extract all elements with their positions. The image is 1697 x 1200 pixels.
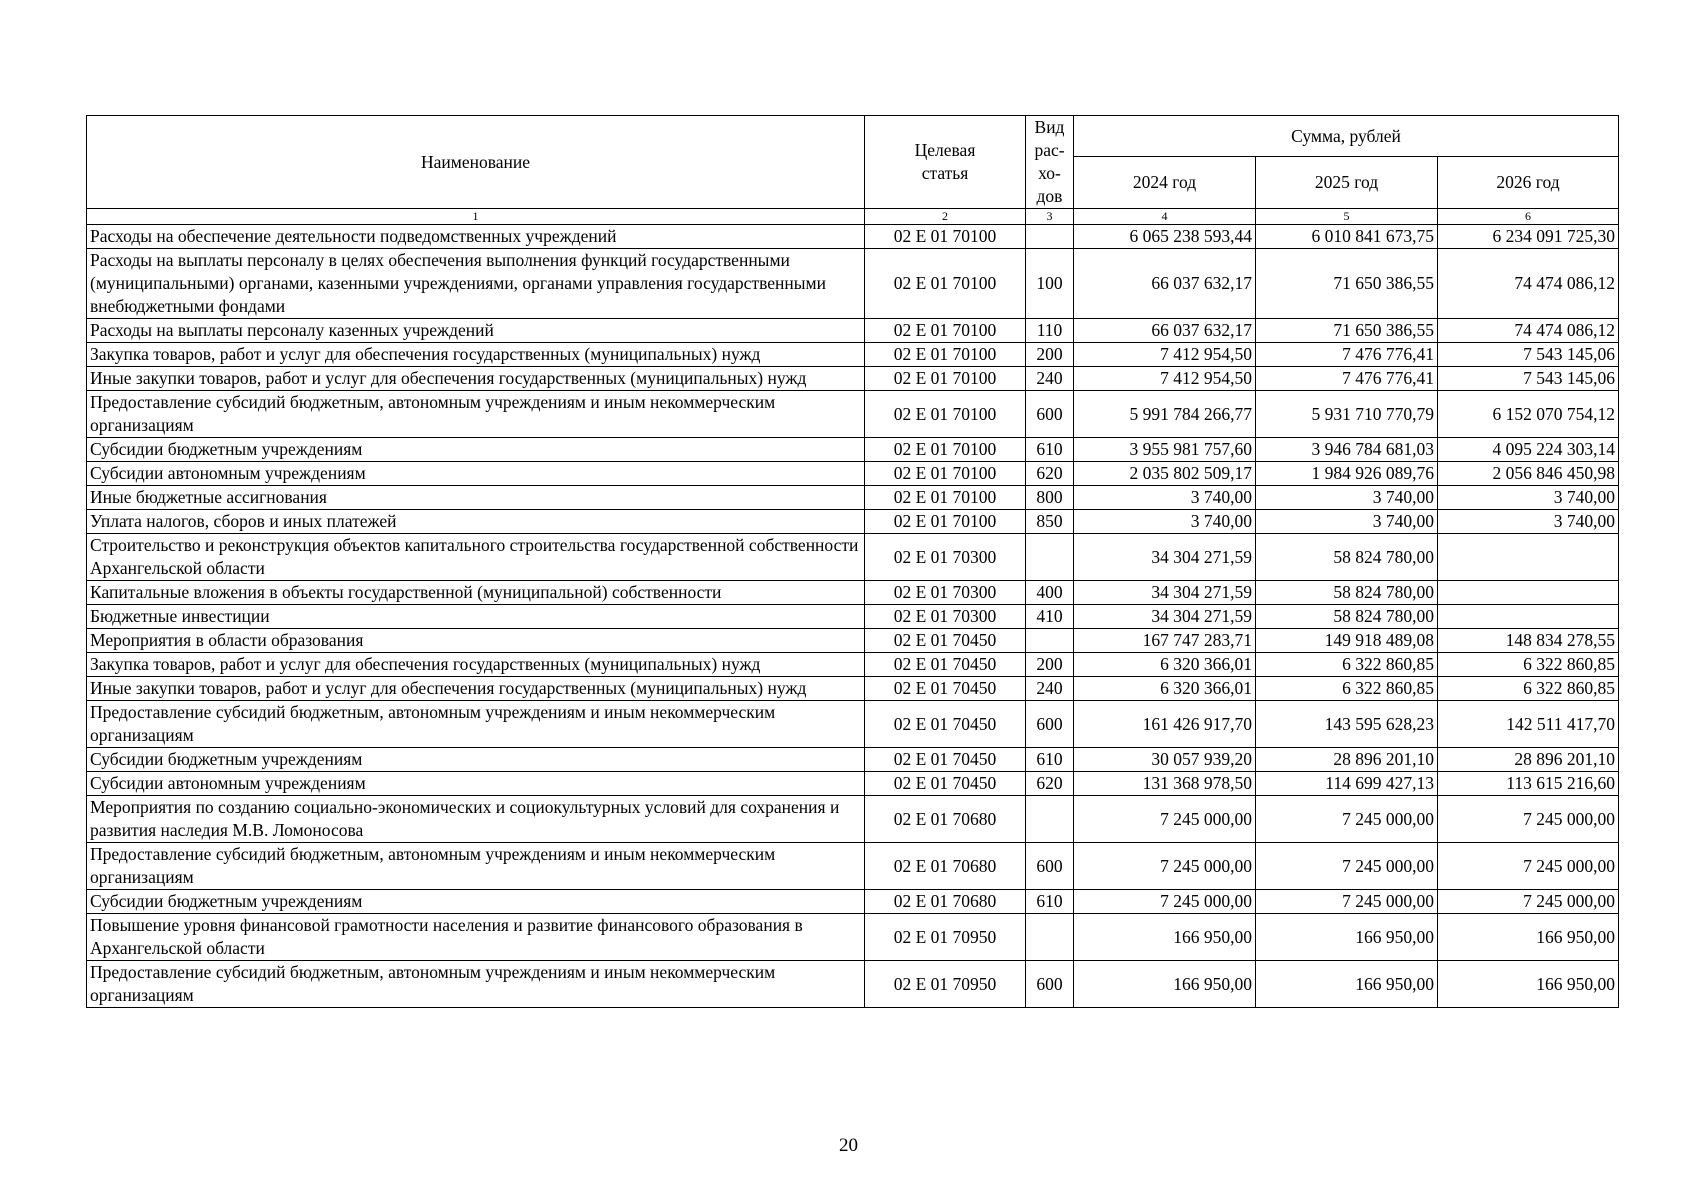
row-name: Мероприятия в области образования [87, 629, 865, 653]
row-amount-2025: 6 322 860,85 [1256, 677, 1438, 701]
row-expense-type: 800 [1026, 486, 1074, 510]
row-amount-2025: 7 245 000,00 [1256, 843, 1438, 890]
row-amount-2024: 7 245 000,00 [1074, 890, 1256, 914]
row-amount-2024: 6 320 366,01 [1074, 653, 1256, 677]
table-row [87, 225, 1619, 249]
row-name: Бюджетные инвестиции [87, 605, 865, 629]
header-sum: Сумма, рублей [1074, 116, 1619, 157]
column-index: 3 [1026, 209, 1074, 225]
row-name: Уплата налогов, сборов и иных платежей [87, 510, 865, 534]
row-amount-2026: 3 740,00 [1438, 486, 1619, 510]
row-amount-2024: 7 412 954,50 [1074, 367, 1256, 391]
row-amount-2026: 148 834 278,55 [1438, 629, 1619, 653]
row-expense-type: 200 [1026, 653, 1074, 677]
row-amount-2024: 7 412 954,50 [1074, 343, 1256, 367]
table-row [87, 249, 1619, 319]
row-name: Предоставление субсидий бюджетным, автономным учреждениям и иным некоммерческим организациям [87, 701, 865, 748]
row-amount-2026: 6 234 091 725,30 [1438, 225, 1619, 249]
row-name: Предоставление субсидий бюджетным, автономным учреждениям и иным некоммерческим организациям [87, 961, 865, 1008]
row-expense-type: 200 [1026, 343, 1074, 367]
row-amount-2026: 7 245 000,00 [1438, 796, 1619, 843]
row-expense-type: 610 [1026, 890, 1074, 914]
row-expense-type [1026, 629, 1074, 653]
row-amount-2025: 3 946 784 681,03 [1256, 438, 1438, 462]
table-row [87, 701, 1619, 748]
column-index: 5 [1256, 209, 1438, 225]
row-target-article: 02 Е 01 70100 [865, 367, 1026, 391]
header-year-2024: 2024 год [1074, 157, 1256, 209]
row-target-article: 02 Е 01 70300 [865, 534, 1026, 581]
row-amount-2026 [1438, 605, 1619, 629]
row-expense-type: 110 [1026, 319, 1074, 343]
table-row [87, 438, 1619, 462]
row-target-article: 02 Е 01 70680 [865, 843, 1026, 890]
row-amount-2024: 6 065 238 593,44 [1074, 225, 1256, 249]
row-amount-2025: 6 010 841 673,75 [1256, 225, 1438, 249]
column-index: 2 [865, 209, 1026, 225]
row-amount-2024: 5 991 784 266,77 [1074, 391, 1256, 438]
row-name: Капитальные вложения в объекты государственной (муниципальной) собственности [87, 581, 865, 605]
row-name: Предоставление субсидий бюджетным, автономным учреждениям и иным некоммерческим организациям [87, 843, 865, 890]
row-amount-2025: 5 931 710 770,79 [1256, 391, 1438, 438]
row-expense-type [1026, 225, 1074, 249]
table-row [87, 486, 1619, 510]
row-amount-2026: 7 543 145,06 [1438, 343, 1619, 367]
row-amount-2025: 58 824 780,00 [1256, 534, 1438, 581]
table-row [87, 319, 1619, 343]
row-amount-2025: 166 950,00 [1256, 961, 1438, 1008]
row-target-article: 02 Е 01 70100 [865, 510, 1026, 534]
row-amount-2025: 114 699 427,13 [1256, 772, 1438, 796]
row-amount-2025: 58 824 780,00 [1256, 605, 1438, 629]
row-expense-type [1026, 796, 1074, 843]
row-expense-type: 850 [1026, 510, 1074, 534]
column-index-row [87, 209, 1619, 225]
table-row [87, 796, 1619, 843]
table-row [87, 534, 1619, 581]
table-row [87, 629, 1619, 653]
table-row [87, 605, 1619, 629]
row-amount-2026: 7 245 000,00 [1438, 843, 1619, 890]
row-amount-2024: 34 304 271,59 [1074, 581, 1256, 605]
row-amount-2026: 7 543 145,06 [1438, 367, 1619, 391]
row-amount-2024: 6 320 366,01 [1074, 677, 1256, 701]
row-target-article: 02 Е 01 70100 [865, 391, 1026, 438]
row-expense-type [1026, 914, 1074, 961]
table-row [87, 581, 1619, 605]
row-amount-2024: 34 304 271,59 [1074, 534, 1256, 581]
row-amount-2025: 1 984 926 089,76 [1256, 462, 1438, 486]
row-expense-type: 620 [1026, 462, 1074, 486]
table-row [87, 748, 1619, 772]
row-target-article: 02 Е 01 70680 [865, 890, 1026, 914]
row-expense-type: 610 [1026, 438, 1074, 462]
header-year-2025: 2025 год [1256, 157, 1438, 209]
row-expense-type: 600 [1026, 391, 1074, 438]
table-row [87, 653, 1619, 677]
row-amount-2025: 7 476 776,41 [1256, 367, 1438, 391]
row-target-article: 02 Е 01 70100 [865, 486, 1026, 510]
row-amount-2024: 66 037 632,17 [1074, 249, 1256, 319]
page-number: 20 [839, 1135, 858, 1156]
header-target-article-line2: статья [921, 163, 969, 183]
row-amount-2025: 7 245 000,00 [1256, 796, 1438, 843]
header-name: Наименование [87, 116, 865, 209]
row-name: Строительство и реконструкция объектов капитального строительства государственной собственности Архангельской области [87, 534, 865, 581]
header-year-2026: 2026 год [1438, 157, 1619, 209]
row-amount-2026: 6 152 070 754,12 [1438, 391, 1619, 438]
header-expense-type: Вид рас- хо- дов [1026, 116, 1074, 209]
row-amount-2025: 3 740,00 [1256, 510, 1438, 534]
row-expense-type: 600 [1026, 701, 1074, 748]
table-row [87, 772, 1619, 796]
row-target-article: 02 Е 01 70450 [865, 677, 1026, 701]
row-name: Закупка товаров, работ и услуг для обеспечения государственных (муниципальных) нужд [87, 343, 865, 367]
row-expense-type: 240 [1026, 367, 1074, 391]
row-expense-type: 600 [1026, 843, 1074, 890]
row-name: Субсидии автономным учреждениям [87, 772, 865, 796]
row-amount-2024: 7 245 000,00 [1074, 843, 1256, 890]
row-name: Закупка товаров, работ и услуг для обеспечения государственных (муниципальных) нужд [87, 653, 865, 677]
row-name: Повышение уровня финансовой грамотности населения и развитие финансового образования в Архангельской области [87, 914, 865, 961]
row-target-article: 02 Е 01 70450 [865, 772, 1026, 796]
row-amount-2026: 3 740,00 [1438, 510, 1619, 534]
row-target-article: 02 Е 01 70300 [865, 581, 1026, 605]
row-amount-2024: 3 740,00 [1074, 510, 1256, 534]
column-index: 4 [1074, 209, 1256, 225]
row-amount-2025: 71 650 386,55 [1256, 319, 1438, 343]
row-target-article: 02 Е 01 70100 [865, 438, 1026, 462]
row-amount-2024: 161 426 917,70 [1074, 701, 1256, 748]
row-name: Расходы на обеспечение деятельности подведомственных учреждений [87, 225, 865, 249]
table-body [87, 225, 1619, 1008]
row-expense-type: 620 [1026, 772, 1074, 796]
table-row [87, 462, 1619, 486]
row-amount-2026: 6 322 860,85 [1438, 653, 1619, 677]
row-amount-2026: 142 511 417,70 [1438, 701, 1619, 748]
row-amount-2024: 166 950,00 [1074, 914, 1256, 961]
row-name: Расходы на выплаты персоналу в целях обеспечения выполнения функций государственными (муниципальными) органами, казенными учреждениями, органами управления государственными внебюджетными фондами [87, 249, 865, 319]
row-expense-type: 100 [1026, 249, 1074, 319]
column-index: 6 [1438, 209, 1619, 225]
table-row [87, 367, 1619, 391]
row-amount-2026: 28 896 201,10 [1438, 748, 1619, 772]
row-amount-2025: 143 595 628,23 [1256, 701, 1438, 748]
row-amount-2026: 6 322 860,85 [1438, 677, 1619, 701]
row-target-article: 02 Е 01 70450 [865, 629, 1026, 653]
row-expense-type: 240 [1026, 677, 1074, 701]
row-name: Субсидии автономным учреждениям [87, 462, 865, 486]
table-row [87, 843, 1619, 890]
row-target-article: 02 Е 01 70450 [865, 701, 1026, 748]
row-expense-type [1026, 534, 1074, 581]
row-target-article: 02 Е 01 70450 [865, 653, 1026, 677]
row-amount-2025: 6 322 860,85 [1256, 653, 1438, 677]
row-name: Предоставление субсидий бюджетным, автономным учреждениям и иным некоммерческим организациям [87, 391, 865, 438]
row-name: Расходы на выплаты персоналу казенных учреждений [87, 319, 865, 343]
row-amount-2024: 3 740,00 [1074, 486, 1256, 510]
row-name: Субсидии бюджетным учреждениям [87, 438, 865, 462]
row-target-article: 02 Е 01 70100 [865, 249, 1026, 319]
row-name: Иные закупки товаров, работ и услуг для обеспечения государственных (муниципальных) нужд [87, 367, 865, 391]
row-name: Иные бюджетные ассигнования [87, 486, 865, 510]
table-row [87, 890, 1619, 914]
row-expense-type: 600 [1026, 961, 1074, 1008]
row-amount-2025: 166 950,00 [1256, 914, 1438, 961]
row-target-article: 02 Е 01 70950 [865, 961, 1026, 1008]
row-target-article: 02 Е 01 70950 [865, 914, 1026, 961]
row-amount-2025: 28 896 201,10 [1256, 748, 1438, 772]
row-amount-2026: 7 245 000,00 [1438, 890, 1619, 914]
row-name: Иные закупки товаров, работ и услуг для обеспечения государственных (муниципальных) нужд [87, 677, 865, 701]
row-amount-2026: 166 950,00 [1438, 914, 1619, 961]
row-name: Субсидии бюджетным учреждениям [87, 890, 865, 914]
row-expense-type: 610 [1026, 748, 1074, 772]
row-amount-2024: 7 245 000,00 [1074, 796, 1256, 843]
row-amount-2026: 113 615 216,60 [1438, 772, 1619, 796]
row-amount-2025: 7 245 000,00 [1256, 890, 1438, 914]
row-name: Субсидии бюджетным учреждениям [87, 748, 865, 772]
row-target-article: 02 Е 01 70300 [865, 605, 1026, 629]
row-amount-2024: 131 368 978,50 [1074, 772, 1256, 796]
row-amount-2025: 3 740,00 [1256, 486, 1438, 510]
row-expense-type: 400 [1026, 581, 1074, 605]
row-amount-2026: 74 474 086,12 [1438, 249, 1619, 319]
row-amount-2025: 58 824 780,00 [1256, 581, 1438, 605]
row-amount-2024: 66 037 632,17 [1074, 319, 1256, 343]
row-target-article: 02 Е 01 70100 [865, 462, 1026, 486]
row-amount-2024: 34 304 271,59 [1074, 605, 1256, 629]
row-target-article: 02 Е 01 70680 [865, 796, 1026, 843]
budget-table [86, 115, 1619, 1008]
table-row [87, 343, 1619, 367]
table-row [87, 914, 1619, 961]
table-row [87, 510, 1619, 534]
row-amount-2026: 166 950,00 [1438, 961, 1619, 1008]
row-expense-type: 410 [1026, 605, 1074, 629]
row-amount-2024: 2 035 802 509,17 [1074, 462, 1256, 486]
row-amount-2026 [1438, 581, 1619, 605]
row-amount-2024: 30 057 939,20 [1074, 748, 1256, 772]
row-target-article: 02 Е 01 70450 [865, 748, 1026, 772]
row-target-article: 02 Е 01 70100 [865, 343, 1026, 367]
row-amount-2024: 3 955 981 757,60 [1074, 438, 1256, 462]
column-index: 1 [87, 209, 865, 225]
row-amount-2025: 149 918 489,08 [1256, 629, 1438, 653]
row-target-article: 02 Е 01 70100 [865, 225, 1026, 249]
table-header [87, 116, 1619, 225]
row-amount-2024: 166 950,00 [1074, 961, 1256, 1008]
header-target-article-line1: Целевая [914, 140, 976, 160]
table-row [87, 677, 1619, 701]
header-target-article [865, 116, 1026, 209]
row-amount-2026: 74 474 086,12 [1438, 319, 1619, 343]
row-amount-2026: 2 056 846 450,98 [1438, 462, 1619, 486]
table-row [87, 391, 1619, 438]
row-amount-2025: 7 476 776,41 [1256, 343, 1438, 367]
row-amount-2026 [1438, 534, 1619, 581]
row-name: Мероприятия по созданию социально-экономических и социокультурных условий для сохранения и развития наследия М.В. Ломоносова [87, 796, 865, 843]
row-target-article: 02 Е 01 70100 [865, 319, 1026, 343]
table-row [87, 961, 1619, 1008]
row-amount-2025: 71 650 386,55 [1256, 249, 1438, 319]
row-amount-2024: 167 747 283,71 [1074, 629, 1256, 653]
row-amount-2026: 4 095 224 303,14 [1438, 438, 1619, 462]
